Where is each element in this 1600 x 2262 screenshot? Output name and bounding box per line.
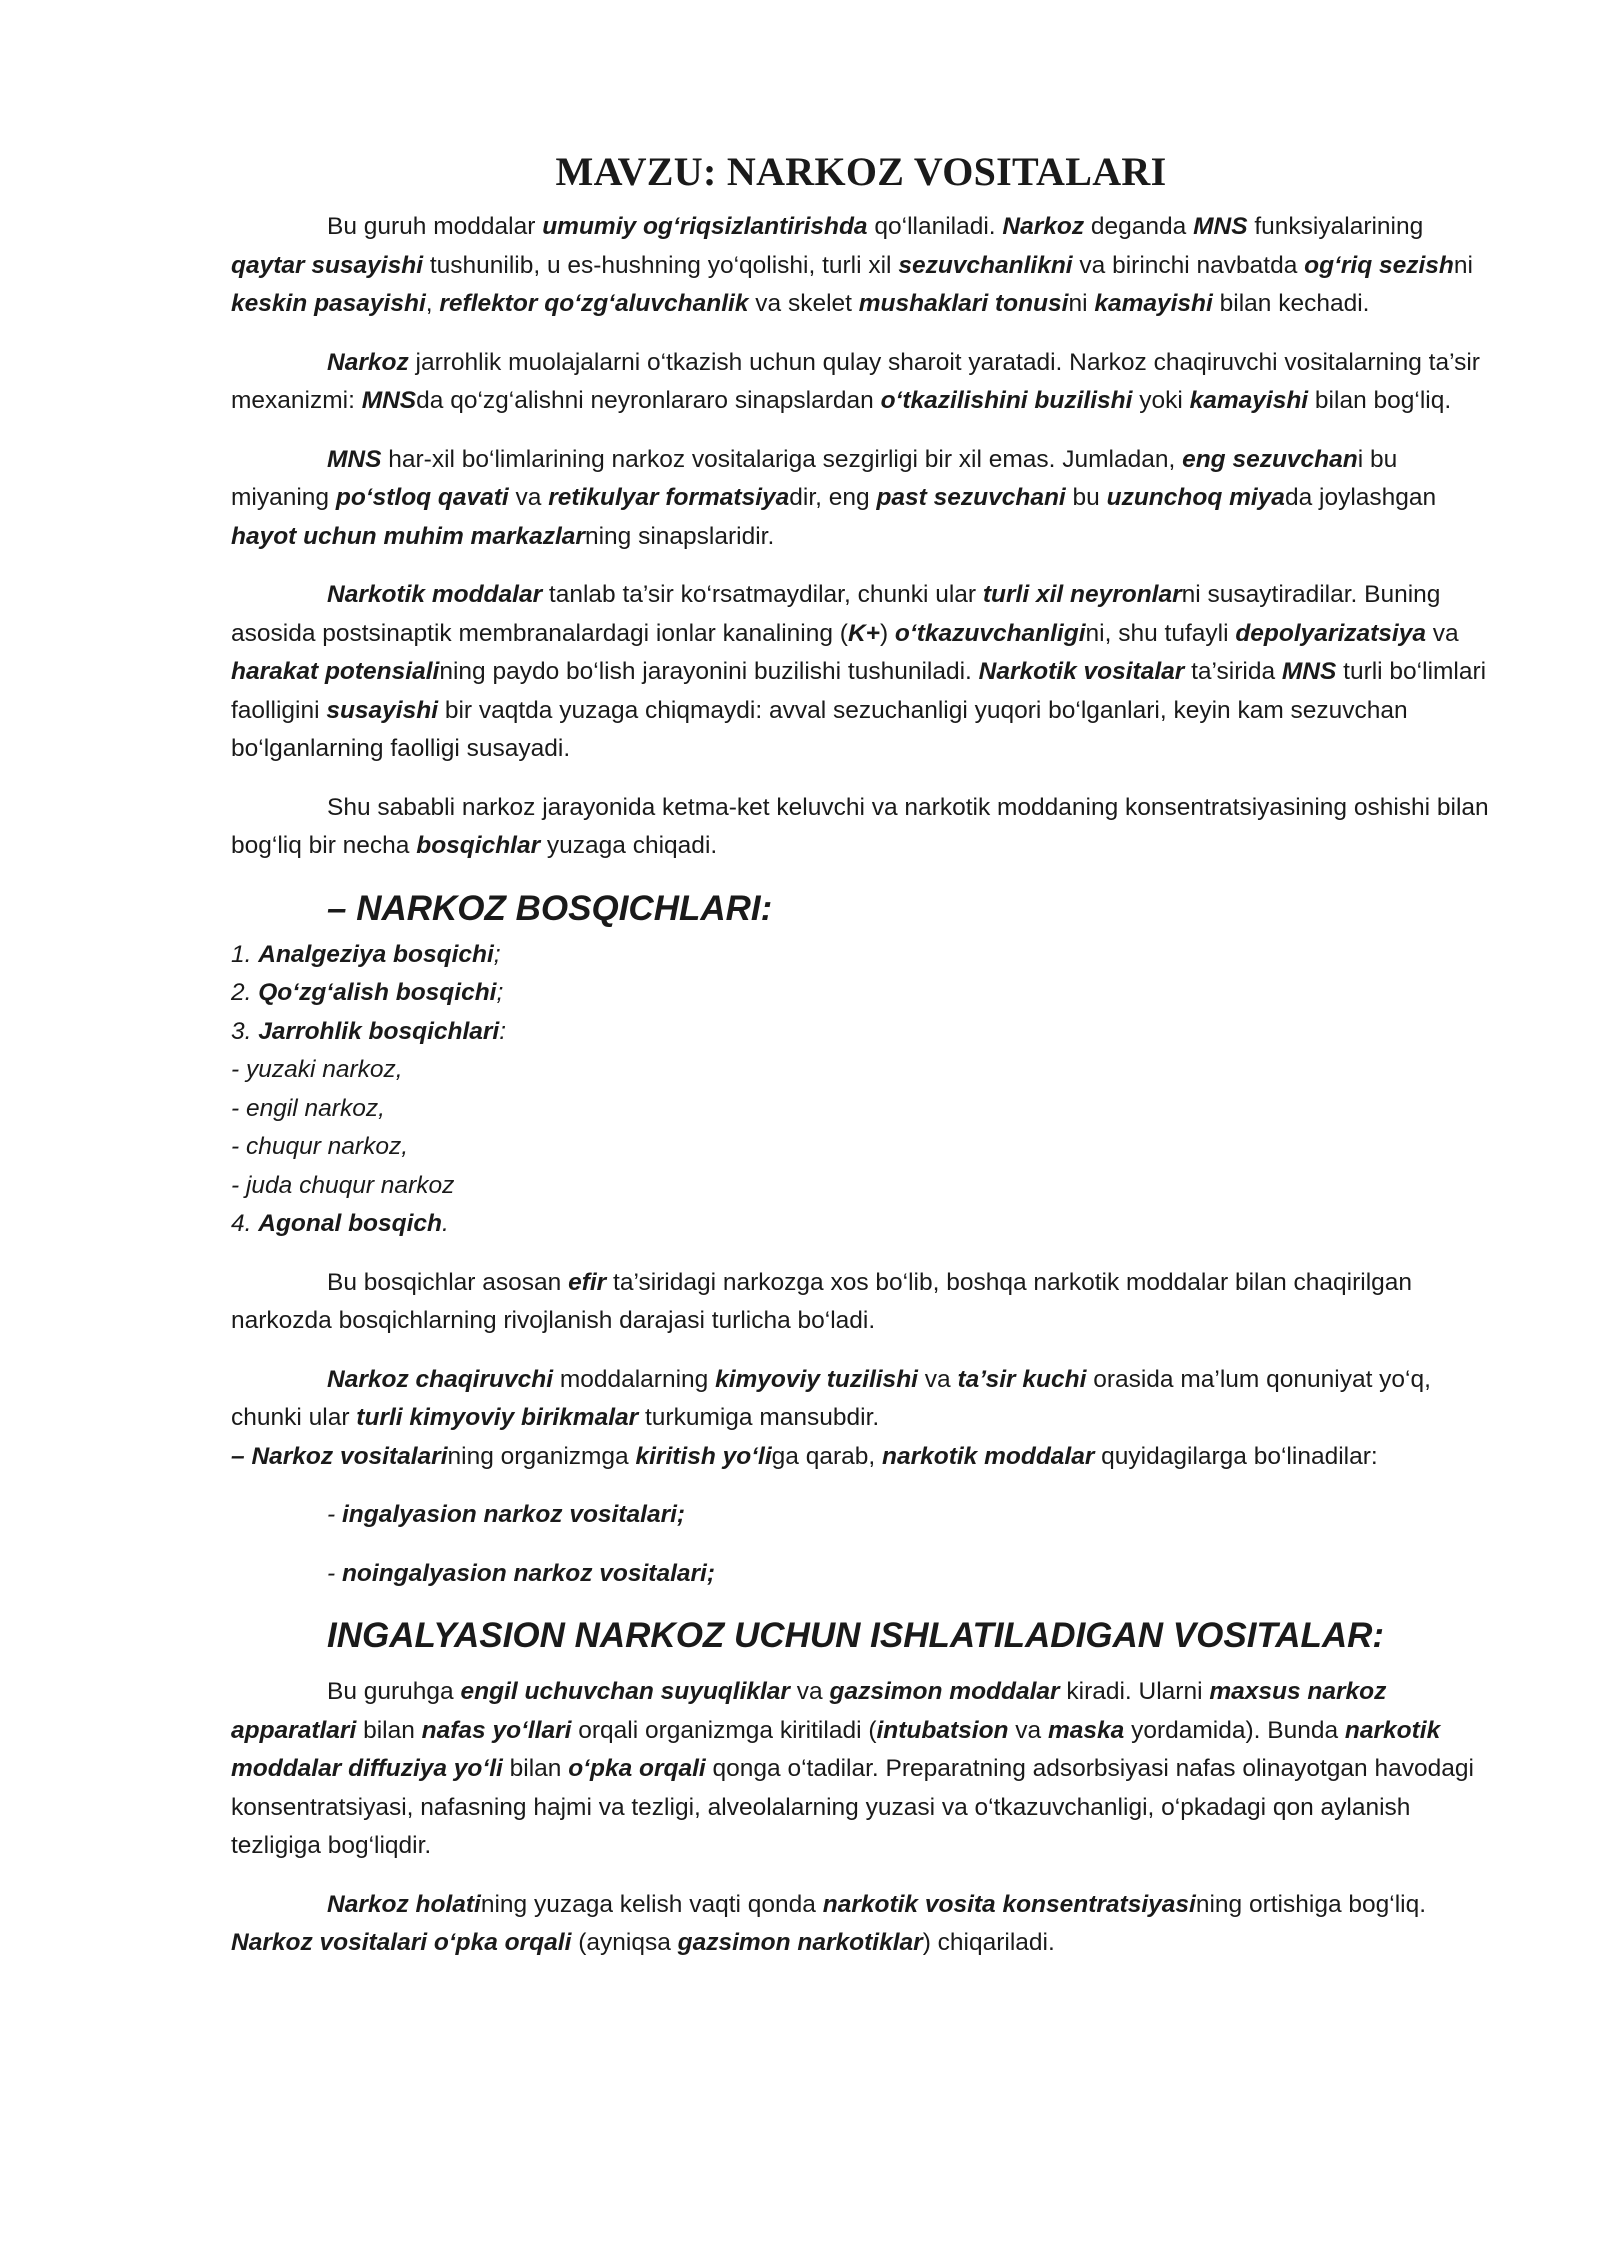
emphasis-text: turli kimyoviy birikmalar bbox=[356, 1404, 639, 1431]
text-run: ; bbox=[493, 940, 501, 968]
list-item bbox=[231, 1090, 1491, 1129]
text-run: , bbox=[425, 290, 440, 317]
text-run: ) bbox=[879, 619, 895, 647]
paragraph-ether bbox=[231, 1264, 1491, 1341]
text-run: bilan bog‘liq. bbox=[1308, 387, 1452, 414]
emphasis-text: narkotik moddalar bbox=[881, 1442, 1095, 1470]
text-run: da qo‘zg‘alishni neyronlararo sinapslardan bbox=[416, 387, 881, 414]
emphasis-text: uzunchoq miya bbox=[1106, 484, 1285, 511]
text-run: va birinchi navbatda bbox=[1072, 251, 1305, 279]
text-run: yuzaga chiqadi. bbox=[540, 832, 718, 859]
emphasis-text: intubatsion bbox=[876, 1716, 1009, 1744]
paragraph-mechanism bbox=[231, 344, 1491, 421]
text-run: i bu miyaning bbox=[231, 445, 1398, 511]
list-item bbox=[231, 936, 1491, 975]
list-item bbox=[231, 974, 1491, 1013]
text-run: va bbox=[508, 484, 549, 511]
emphasis-text: MNS bbox=[1281, 658, 1337, 685]
text-run: qonga o‘tadilar. Preparatning adsorbsiyasi nafas olinayotgan havodagi konsentratsiyasi, nafasning hajmi va tezligi, alveolalarning yuzasi va o‘tkazuvchanligi, o‘pkadagi qon aylanish tezligiga bog‘liqdir. bbox=[231, 1755, 1474, 1859]
text-run: ; bbox=[496, 979, 504, 1006]
text-run: ni susaytiradilar. Buning asosida postsinaptik membranalardagi ionlar kanalining ( bbox=[231, 581, 1441, 647]
emphasis-text: Narkoz chaqiruvchi bbox=[327, 1365, 554, 1393]
text-run: orqali organizmga kiritiladi ( bbox=[571, 1716, 877, 1744]
text-run: har-xil bo‘limlarining narkoz vositalariga sezgirligi bir xil emas. Jumladan, bbox=[381, 445, 1183, 473]
text-run: bilan bbox=[502, 1755, 569, 1782]
emphasis-text: depolyarizatsiya bbox=[1235, 619, 1426, 647]
text-run: va bbox=[1008, 1716, 1048, 1744]
emphasis-text: og‘riq sezish bbox=[1304, 251, 1454, 279]
text-run: va skelet bbox=[748, 290, 859, 317]
page-title: MAVZU: NARKOZ VOSITALARI bbox=[555, 149, 1167, 194]
text-run: 1. bbox=[231, 940, 259, 968]
text-run: ni bbox=[1453, 251, 1473, 279]
emphasis-text: Narkoz holati bbox=[327, 1890, 481, 1918]
paragraph-chemistry bbox=[231, 1361, 1491, 1438]
emphasis-text: Agonal bosqich bbox=[258, 1210, 442, 1237]
text-run: Bu guruhga bbox=[327, 1678, 461, 1705]
paragraph-sensitivity bbox=[231, 441, 1491, 557]
list-item bbox=[231, 1013, 1491, 1052]
emphasis-text: noingalyasion narkoz vositalari; bbox=[341, 1559, 716, 1587]
text-run: - yuzaki narkoz, bbox=[231, 1056, 403, 1083]
emphasis-text: kimyoviy tuzilishi bbox=[715, 1365, 918, 1393]
emphasis-text: narkotik moddalar diffuziya yo‘li bbox=[231, 1716, 1441, 1782]
heading-stages: – NARKOZ BOSQICHLARI: bbox=[327, 888, 773, 928]
text-run: deganda bbox=[1084, 213, 1194, 240]
text-run: turkumiga mansubdir. bbox=[638, 1404, 880, 1431]
text-run: - bbox=[327, 1559, 342, 1587]
text-run: Shu sababli narkoz jarayonida ketma-ket keluvchi va narkotik moddaning konsentratsiyasining oshishi bilan bog‘liq bir necha bbox=[231, 793, 1489, 859]
emphasis-text: efir bbox=[568, 1268, 607, 1296]
emphasis-text: maxsus narkoz apparatlari bbox=[231, 1678, 1387, 1744]
paragraph-inhalation bbox=[231, 1673, 1491, 1866]
text-run: quyidagilarga bo‘linadilar: bbox=[1094, 1442, 1378, 1470]
emphasis-text: past sezuvchani bbox=[876, 484, 1066, 511]
emphasis-text: mushaklari tonusi bbox=[858, 290, 1069, 317]
emphasis-text: Narkoz vositalari bbox=[251, 1442, 448, 1470]
emphasis-text: MNS bbox=[1193, 213, 1248, 240]
emphasis-text: kiritish yo‘li bbox=[635, 1442, 772, 1470]
text-run: va bbox=[917, 1365, 958, 1393]
emphasis-text: gazsimon moddalar bbox=[829, 1678, 1060, 1705]
text-run: bilan bbox=[356, 1716, 422, 1744]
emphasis-text: ta’sir kuchi bbox=[957, 1365, 1087, 1393]
text-run: ning paydo bo‘lish jarayonini buzilishi tushuniladi. bbox=[439, 658, 979, 685]
emphasis-text: turli xil neyronlar bbox=[982, 581, 1182, 608]
emphasis-text: po‘stloq qavati bbox=[335, 484, 509, 511]
text-run: ning ortishiga bog‘liq. bbox=[1195, 1890, 1427, 1918]
text-run: - bbox=[327, 1501, 342, 1528]
text-run: turli bo‘limlari faolligini bbox=[231, 658, 1487, 724]
paragraph-intro bbox=[231, 208, 1491, 324]
list-item bbox=[231, 1128, 1491, 1167]
emphasis-text: maska bbox=[1048, 1716, 1125, 1744]
emphasis-text: engil uchuvchan suyuqliklar bbox=[460, 1678, 790, 1705]
emphasis-text: o‘tkazilishini buzilishi bbox=[880, 387, 1133, 414]
text-run: ) chiqariladi. bbox=[922, 1929, 1055, 1956]
text-run: orasida ma’lum qonuniyat yo‘q, chunki ular bbox=[231, 1365, 1431, 1431]
emphasis-text: narkotik vosita konsentratsiyasi bbox=[822, 1890, 1196, 1918]
emphasis-text: Analgeziya bosqichi bbox=[258, 940, 494, 968]
text-run: . bbox=[442, 1210, 449, 1237]
emphasis-text: qaytar susayishi bbox=[231, 251, 424, 279]
emphasis-text: gazsimon narkotiklar bbox=[677, 1929, 923, 1956]
emphasis-text: harakat potensiali bbox=[231, 658, 440, 685]
emphasis-text: keskin pasayishi bbox=[231, 290, 426, 317]
emphasis-text: retikulyar formatsiya bbox=[548, 484, 790, 511]
emphasis-text: hayot uchun muhim markazlar bbox=[231, 522, 585, 550]
emphasis-text: o‘pka orqali bbox=[568, 1755, 706, 1782]
text-run: va bbox=[789, 1678, 830, 1705]
heading-inhalation: INGALYASION NARKOZ UCHUN ISHLATILADIGAN VOSITALAR: bbox=[327, 1616, 1385, 1655]
classification-item-noninhalation bbox=[327, 1555, 1491, 1594]
emphasis-text: K+ bbox=[847, 619, 880, 647]
emphasis-text: Narkotik vositalar bbox=[978, 658, 1185, 685]
emphasis-text: Jarrohlik bosqichlari bbox=[258, 1017, 500, 1045]
text-run: - chuqur narkoz, bbox=[231, 1133, 409, 1160]
text-run: yoki bbox=[1132, 387, 1190, 414]
stages-list bbox=[231, 936, 1491, 1244]
document-body bbox=[231, 148, 1491, 1983]
text-run: kiradi. Ularni bbox=[1059, 1678, 1210, 1705]
paragraph-neurons bbox=[231, 576, 1491, 769]
list-item bbox=[231, 1051, 1491, 1090]
text-run: da joylashgan bbox=[1284, 484, 1437, 511]
emphasis-text: susayishi bbox=[326, 696, 439, 724]
text-run: (ayniqsa bbox=[571, 1929, 678, 1956]
emphasis-text: Narkoz vositalari o‘pka orqali bbox=[231, 1929, 572, 1956]
emphasis-text: o‘tkazuvchanligi bbox=[894, 619, 1086, 647]
text-run: 2. bbox=[231, 979, 259, 1006]
paragraph-classification bbox=[231, 1438, 1491, 1477]
emphasis-text: reflektor qo‘zg‘aluvchanlik bbox=[439, 290, 749, 317]
paragraph-narcosis-state bbox=[231, 1886, 1491, 1963]
emphasis-text: Narkoz bbox=[327, 348, 409, 376]
emphasis-text: Narkoz bbox=[1002, 213, 1085, 240]
emphasis-text: nafas yo‘llari bbox=[421, 1716, 572, 1744]
text-run: ni, shu tufayli bbox=[1085, 619, 1236, 647]
emphasis-text: kamayishi bbox=[1094, 290, 1213, 317]
text-run: ning yuzaga kelish vaqti qonda bbox=[480, 1890, 823, 1918]
emphasis-text: – bbox=[231, 1442, 252, 1470]
text-run: ning organizmga bbox=[447, 1442, 636, 1470]
text-run: 3. bbox=[231, 1017, 259, 1045]
text-run: ning sinapslaridir. bbox=[584, 522, 775, 550]
text-run: Bu guruh moddalar bbox=[327, 213, 543, 240]
emphasis-text: Qo‘zg‘alish bosqichi bbox=[258, 979, 497, 1006]
text-run: ta’siridagi narkozga xos bo‘lib, boshqa narkotik moddalar bilan chaqirilgan narkozda bosqichlarning rivojlanish darajasi turlicha bo‘ladi. bbox=[231, 1268, 1413, 1334]
emphasis-text: bosqichlar bbox=[416, 832, 541, 859]
text-run: bilan kechadi. bbox=[1212, 290, 1370, 317]
text-run: ni bbox=[1068, 290, 1095, 317]
text-run: 4. bbox=[231, 1210, 259, 1237]
emphasis-text: eng sezuvchan bbox=[1182, 445, 1358, 473]
emphasis-text: MNS bbox=[327, 445, 382, 473]
text-run: tanlab ta’sir ko‘rsatmaydilar, chunki ular bbox=[542, 581, 983, 608]
text-run: ta’sirida bbox=[1184, 658, 1282, 685]
emphasis-text: kamayishi bbox=[1189, 387, 1309, 414]
text-run: : bbox=[499, 1017, 507, 1045]
text-run: yordamida). Bunda bbox=[1124, 1716, 1345, 1744]
emphasis-text: Narkotik moddalar bbox=[327, 581, 543, 608]
emphasis-text: umumiy og‘riqsizlantirishda bbox=[542, 213, 868, 240]
text-run: dir, eng bbox=[789, 484, 877, 511]
text-run: va bbox=[1425, 619, 1459, 647]
text-run: jarrohlik muolajalarni o‘tkazish uchun qulay sharoit yaratadi. Narkoz chaqiruvchi vositalarning ta’sir mexanizmi: bbox=[231, 348, 1480, 414]
text-run: moddalarning bbox=[553, 1365, 716, 1393]
text-run: qo‘llaniladi. bbox=[867, 213, 1003, 240]
classification-item-inhalation bbox=[327, 1496, 1491, 1535]
text-run: ga qarab, bbox=[771, 1442, 882, 1470]
text-run: - engil narkoz, bbox=[231, 1094, 385, 1122]
paragraph-stages-intro bbox=[231, 789, 1491, 866]
text-run: bir vaqtda yuzaga chiqmaydi: avval sezuchanligi yuqori bo‘lganlari, keyin kam sezuvchan bo‘lganlarning faolligi susayadi. bbox=[231, 696, 1408, 762]
text-run: funksiyalarining bbox=[1247, 213, 1424, 240]
text-run: tushunilib, u es-hushning yo‘qolishi, turli xil bbox=[423, 251, 899, 279]
emphasis-text: MNS bbox=[361, 387, 417, 414]
list-item bbox=[231, 1205, 1491, 1244]
list-item bbox=[231, 1167, 1491, 1206]
text-run: bu bbox=[1065, 484, 1107, 511]
emphasis-text: sezuvchanlikni bbox=[898, 251, 1073, 279]
text-run: Bu bosqichlar asosan bbox=[327, 1268, 569, 1296]
emphasis-text: ingalyasion narkoz vositalari; bbox=[341, 1501, 686, 1528]
text-run: - juda chuqur narkoz bbox=[231, 1171, 455, 1199]
